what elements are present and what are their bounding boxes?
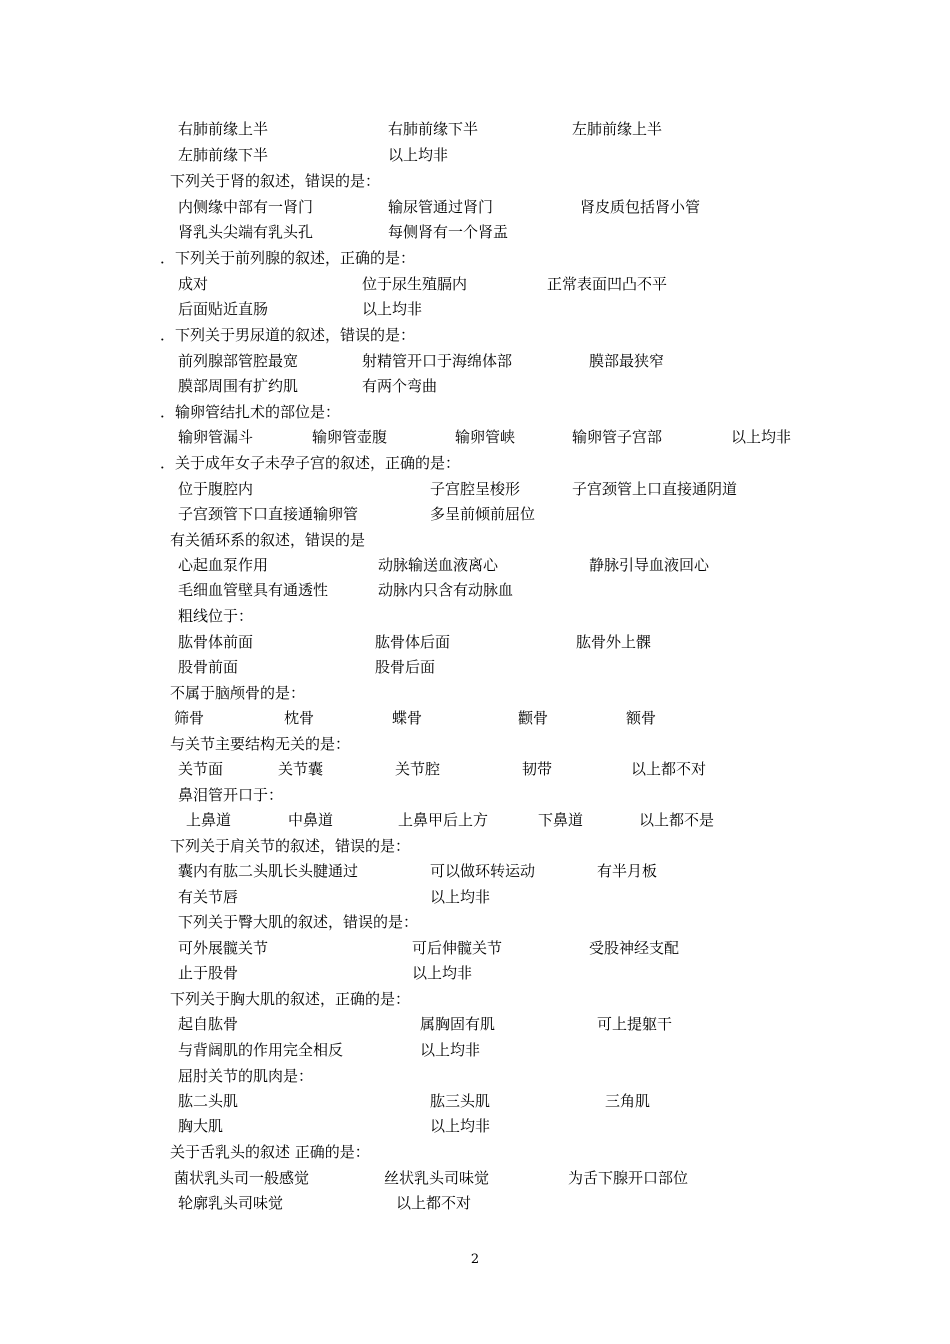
page-number: 2 — [470, 1252, 480, 1267]
line-text: 肱二头肌 — [178, 1092, 239, 1110]
line-text: 下列关于肾的叙述，错误的是： — [170, 172, 381, 190]
line-text: 有关节唇 — [178, 888, 239, 906]
line-text: 肱骨体前面 — [178, 633, 254, 651]
text-line — [0, 757, 950, 781]
text-line — [0, 425, 950, 449]
option-text: 可以做环转运动 — [430, 862, 536, 880]
option-text: 以上均非 — [388, 146, 449, 164]
text-line — [0, 1140, 950, 1164]
text-line — [0, 1012, 950, 1036]
line-text: 右肺前缘上半 — [178, 120, 269, 138]
text-line — [0, 1089, 950, 1113]
option-text: 为舌下腺开口部位 — [568, 1169, 689, 1187]
text-line — [0, 910, 950, 934]
option-text: 以上均非 — [420, 1041, 481, 1059]
option-text: 枕骨 — [284, 709, 315, 727]
line-text: 有关循环系的叙述，错误的是 — [170, 531, 366, 549]
text-line — [0, 783, 950, 807]
line-text: 内侧缘中部有一肾门 — [178, 198, 314, 216]
text-line — [0, 885, 950, 909]
option-text: 三角肌 — [605, 1092, 651, 1110]
option-text: 颧骨 — [518, 709, 549, 727]
line-text: 轮廓乳头司味觉 — [178, 1194, 284, 1212]
option-text: 额骨 — [626, 709, 657, 727]
line-text: 位于腹腔内 — [178, 480, 254, 498]
line-text: 成对 — [178, 275, 209, 293]
option-text: 肱三头肌 — [430, 1092, 491, 1110]
text-line — [0, 961, 950, 985]
text-line — [0, 1038, 950, 1062]
line-text: 粗线位于： — [178, 607, 254, 625]
text-line — [0, 1114, 950, 1138]
line-text: 关于舌乳头的叙述 正确的是： — [170, 1143, 370, 1161]
option-text: 以上都不对 — [396, 1194, 472, 1212]
text-line — [0, 987, 950, 1011]
option-text: 以上都不对 — [631, 760, 707, 778]
text-line — [0, 323, 950, 347]
text-line — [0, 297, 950, 321]
option-text: 可上提躯干 — [597, 1015, 673, 1033]
text-line — [0, 246, 950, 270]
option-text: 正常表面凹凸不平 — [547, 275, 668, 293]
line-text: 输卵管漏斗 — [178, 428, 254, 446]
line-text: ．关于成年女子未孕子宫的叙述，正确的是： — [160, 454, 461, 472]
option-text: 输卵管峡 — [455, 428, 516, 446]
line-text: 可外展髋关节 — [178, 939, 269, 957]
option-text: 输卵管壶腹 — [312, 428, 388, 446]
text-line — [0, 630, 950, 654]
text-line — [0, 117, 950, 141]
option-text: 动脉内只含有动脉血 — [378, 581, 514, 599]
text-line — [0, 528, 950, 552]
line-text: ．输卵管结扎术的部位是： — [160, 403, 341, 421]
line-text: 不属于脑颅骨的是： — [170, 684, 306, 702]
option-text: 股骨后面 — [375, 658, 436, 676]
line-text: 后面贴近直肠 — [178, 300, 269, 318]
text-line — [0, 374, 950, 398]
line-text: 子宫颈管下口直接通输卵管 — [178, 505, 359, 523]
option-text: 关节腔 — [395, 760, 441, 778]
line-text: 起自肱骨 — [178, 1015, 239, 1033]
option-text: 以上均非 — [412, 964, 473, 982]
text-line — [0, 169, 950, 193]
option-text: 肱骨体后面 — [375, 633, 451, 651]
text-line — [0, 681, 950, 705]
text-line — [0, 732, 950, 756]
text-line — [0, 1166, 950, 1190]
option-text: 受股神经支配 — [589, 939, 680, 957]
text-line — [0, 451, 950, 475]
option-text: 静脉引导血液回心 — [589, 556, 710, 574]
text-line — [0, 808, 950, 832]
option-text: 以上都不是 — [639, 811, 715, 829]
line-text: 囊内有肱二头肌长头腱通过 — [178, 862, 359, 880]
text-line — [0, 936, 950, 960]
line-text: 前列腺部管腔最宽 — [178, 352, 299, 370]
line-text: 胸大肌 — [178, 1117, 224, 1135]
text-line — [0, 220, 950, 244]
option-text: 输卵管子宫部 — [572, 428, 663, 446]
option-text: 动脉输送血液离心 — [378, 556, 499, 574]
line-text: 与背阔肌的作用完全相反 — [178, 1041, 344, 1059]
text-line — [0, 1064, 950, 1088]
option-text: 有半月板 — [597, 862, 658, 880]
option-text: 属胸固有肌 — [420, 1015, 496, 1033]
text-line — [0, 400, 950, 424]
text-line — [0, 859, 950, 883]
option-text: 每侧肾有一个肾盂 — [388, 223, 509, 241]
option-text: 多呈前倾前屈位 — [430, 505, 536, 523]
option-text: 以上均非 — [362, 300, 423, 318]
option-text: 以上均非 — [430, 1117, 491, 1135]
option-text: 子宫腔呈梭形 — [430, 480, 521, 498]
line-text: 筛骨 — [174, 709, 205, 727]
text-line — [0, 1191, 950, 1215]
option-text: 以上均非 — [731, 428, 792, 446]
option-text: 肱骨外上髁 — [576, 633, 652, 651]
text-line — [0, 655, 950, 679]
line-text: ．下列关于男尿道的叙述，错误的是： — [160, 326, 416, 344]
line-text: 肾乳头尖端有乳头孔 — [178, 223, 314, 241]
option-text: 有两个弯曲 — [362, 377, 438, 395]
option-text: 韧带 — [522, 760, 553, 778]
option-text: 右肺前缘下半 — [388, 120, 479, 138]
line-text: 关节面 — [178, 760, 224, 778]
text-line — [0, 502, 950, 526]
option-text: 射精管开口于海绵体部 — [362, 352, 513, 370]
line-text: 左肺前缘下半 — [178, 146, 269, 164]
line-text: 与关节主要结构无关的是： — [170, 735, 351, 753]
text-line — [0, 578, 950, 602]
line-text: 毛细血管壁具有通透性 — [178, 581, 329, 599]
line-text: 下列关于肩关节的叙述，错误的是： — [170, 837, 411, 855]
option-text: 丝状乳头司味觉 — [384, 1169, 490, 1187]
option-text: 上鼻甲后上方 — [398, 811, 489, 829]
text-line — [0, 349, 950, 373]
option-text: 关节囊 — [278, 760, 324, 778]
line-text: 股骨前面 — [178, 658, 239, 676]
option-text: 蝶骨 — [392, 709, 423, 727]
option-text: 可后伸髋关节 — [412, 939, 503, 957]
option-text: 子宫颈管上口直接通阴道 — [572, 480, 738, 498]
line-text: 鼻泪管开口于： — [178, 786, 284, 804]
text-line — [0, 604, 950, 628]
text-line — [0, 706, 950, 730]
line-text: 上鼻道 — [186, 811, 232, 829]
option-text: 输尿管通过肾门 — [388, 198, 494, 216]
option-text: 下鼻道 — [538, 811, 584, 829]
option-text: 肾皮质包括肾小管 — [580, 198, 701, 216]
line-text: 屈肘关节的肌肉是： — [178, 1067, 314, 1085]
line-text: ．下列关于前列腺的叙述，正确的是： — [160, 249, 416, 267]
text-line — [0, 143, 950, 167]
option-text: 位于尿生殖膈内 — [362, 275, 468, 293]
option-text: 左肺前缘上半 — [572, 120, 663, 138]
text-line — [0, 553, 950, 577]
line-text: 菌状乳头司一般感觉 — [174, 1169, 310, 1187]
line-text: 下列关于臀大肌的叙述，错误的是： — [178, 913, 419, 931]
text-line — [0, 272, 950, 296]
option-text: 中鼻道 — [288, 811, 334, 829]
text-line — [0, 195, 950, 219]
text-line — [0, 834, 950, 858]
line-text: 止于股骨 — [178, 964, 239, 982]
option-text: 以上均非 — [430, 888, 491, 906]
line-text: 膜部周围有扩约肌 — [178, 377, 299, 395]
option-text: 膜部最狭窄 — [589, 352, 665, 370]
line-text: 心起血泵作用 — [178, 556, 269, 574]
text-line — [0, 477, 950, 501]
line-text: 下列关于胸大肌的叙述，正确的是： — [170, 990, 411, 1008]
